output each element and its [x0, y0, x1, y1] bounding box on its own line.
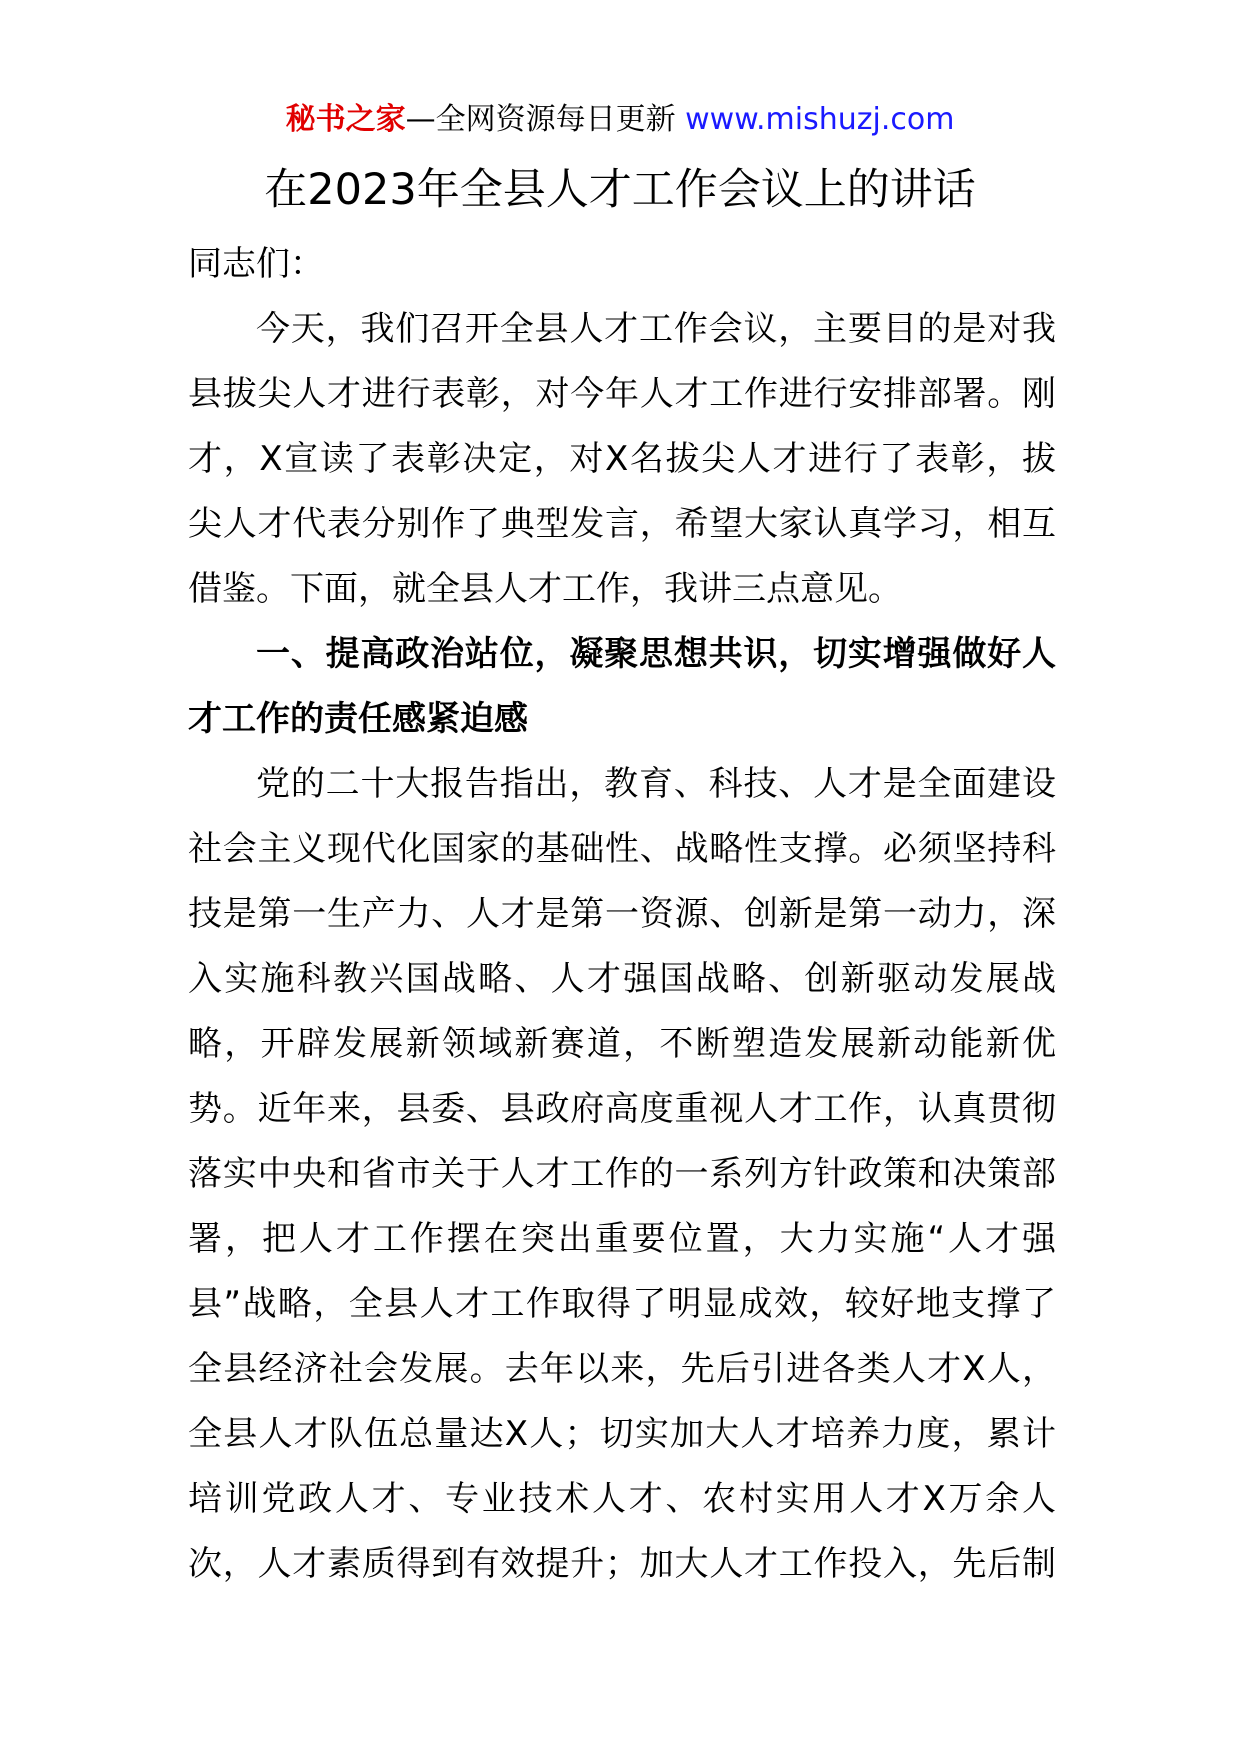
paragraph-2-line-7: 落实中央和省市关于人才工作的一系列方针政策和决策部 [188, 1154, 1056, 1194]
paragraph-2-line-3: 技是第一生产力、人才是第一资源、创新是第一动力，深 [188, 894, 1056, 934]
paragraph-1-line-5: 借鉴。下面，就全县人才工作，我讲三点意见。 [188, 569, 902, 609]
section-heading-1-line-1: 一、提高政治站位，凝聚思想共识，切实增强做好人 [256, 634, 1056, 674]
site-slogan: —全网资源每日更新 [405, 102, 686, 137]
site-url-link[interactable]: www.mishuzj.com [685, 102, 955, 137]
paragraph-2-line-4: 入实施科教兴国战略、人才强国战略、创新驱动发展战 [188, 959, 1056, 999]
brand-name: 秘书之家 [285, 102, 406, 137]
paragraph-2-line-9: 县”战略，全县人才工作取得了明显成效，较好地支撑了 [188, 1284, 1056, 1324]
paragraph-2-line-10: 全县经济社会发展。去年以来，先后引进各类人才X人， [188, 1349, 1056, 1389]
paragraph-2-line-6: 势。近年来，县委、县政府高度重视人才工作，认真贯彻 [188, 1089, 1056, 1129]
paragraph-2-line-1: 党的二十大报告指出，教育、科技、人才是全面建设 [256, 764, 1056, 804]
section-heading-1-line-2: 才工作的责任感紧迫感 [188, 699, 528, 739]
paragraph-1-line-3: 才，X宣读了表彰决定，对X名拔尖人才进行了表彰，拔 [188, 439, 1056, 479]
paragraph-2-line-5: 略，开辟发展新领域新赛道，不断塑造发展新动能新优 [188, 1024, 1056, 1064]
paragraph-2-line-11: 全县人才队伍总量达X人；切实加大人才培养力度，累计 [188, 1414, 1056, 1454]
site-header [0, 100, 1240, 140]
paragraph-1-line-2: 县拔尖人才进行表彰，对今年人才工作进行安排部署。刚 [188, 374, 1056, 414]
document-title: 在2023年全县人才工作会议上的讲话 [264, 165, 976, 215]
paragraph-2-line-13: 次，人才素质得到有效提升；加大人才工作投入，先后制 [188, 1544, 1056, 1584]
paragraph-1-line-1: 今天，我们召开全县人才工作会议，主要目的是对我 [256, 309, 1056, 349]
document-body [188, 232, 1056, 1597]
salutation: 同志们： [188, 244, 324, 284]
paragraph-2-line-8: 署，把人才工作摆在突出重要位置，大力实施“人才强 [188, 1219, 1056, 1259]
paragraph-1-line-4: 尖人才代表分别作了典型发言，希望大家认真学习，相互 [188, 504, 1056, 544]
paragraph-2-line-2: 社会主义现代化国家的基础性、战略性支撑。必须坚持科 [188, 829, 1056, 869]
paragraph-2-line-12: 培训党政人才、专业技术人才、农村实用人才X万余人 [188, 1479, 1056, 1519]
